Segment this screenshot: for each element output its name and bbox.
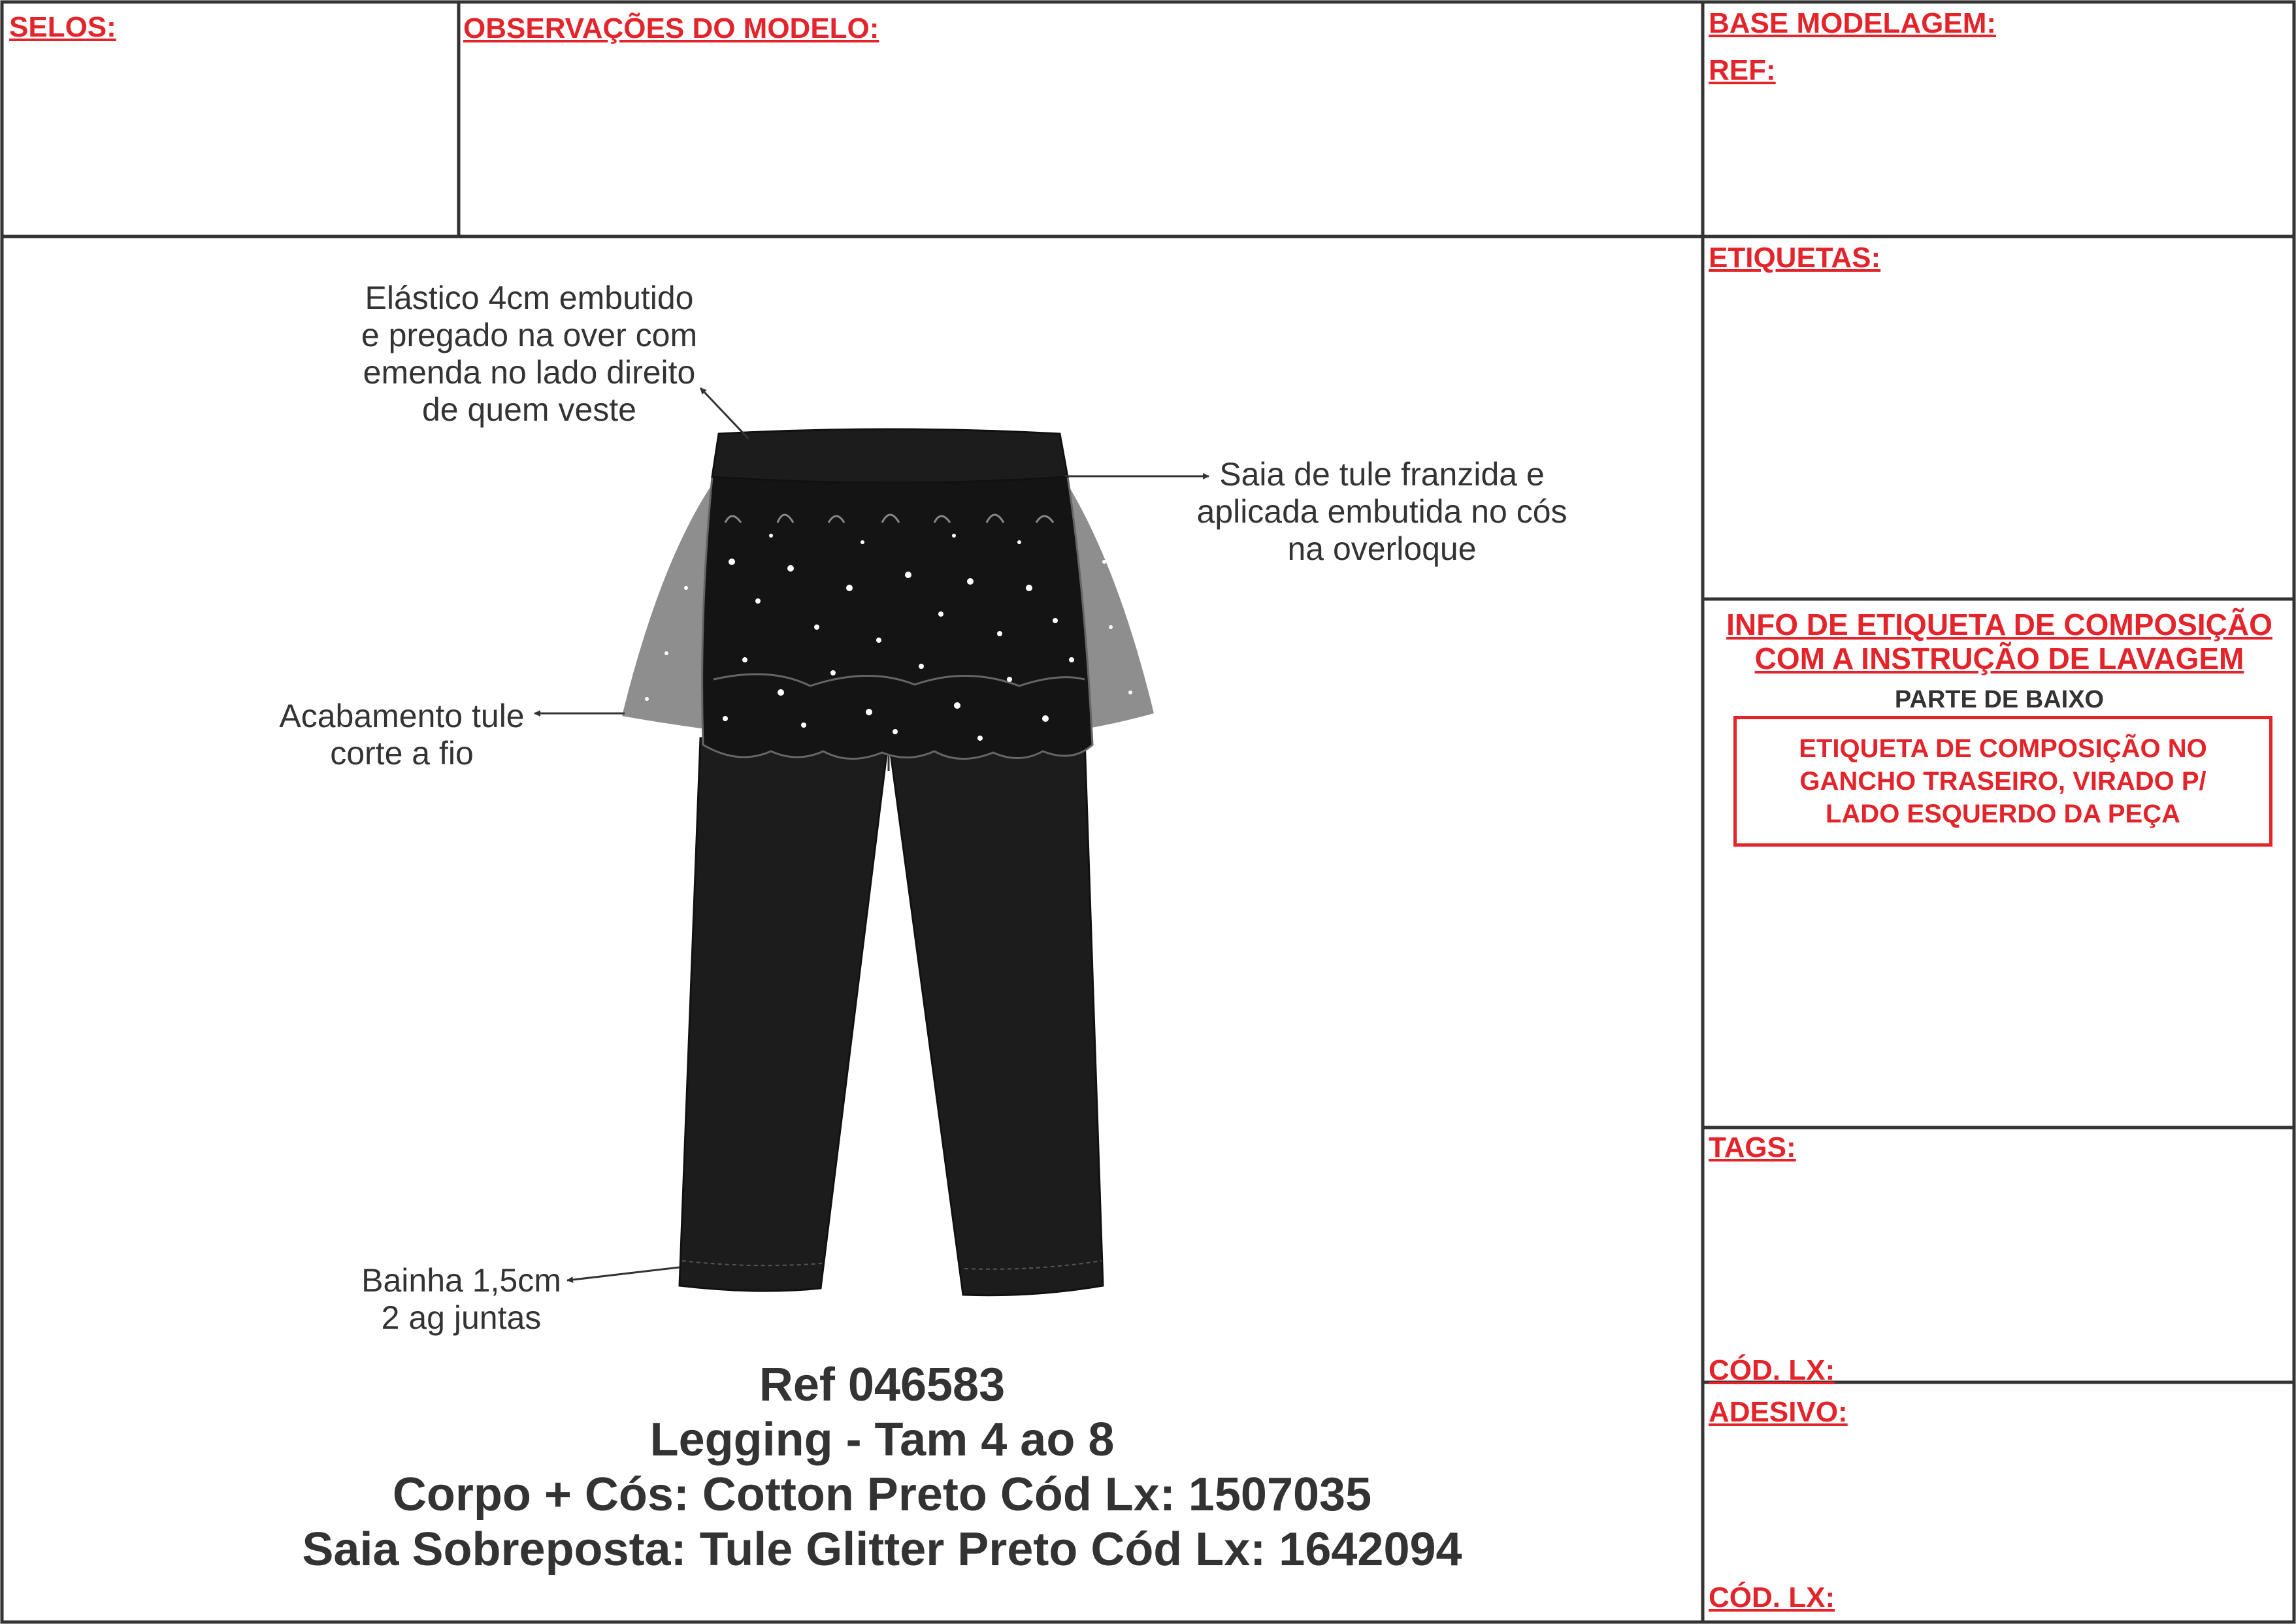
tulle-finish-note-line: Acabamento tule	[279, 698, 525, 734]
hem-note	[350, 1262, 572, 1337]
ref-label: REF:	[1709, 54, 1776, 86]
product-skirt-material: Saia Sobreposta: Tule Glitter Preto Cód Lx: 1642094	[302, 1523, 1462, 1576]
tags-cod-lx-label: CÓD. LX:	[1709, 1354, 1835, 1386]
tags-label: TAGS:	[1709, 1131, 1796, 1163]
waistband	[712, 429, 1068, 483]
product-body-material: Corpo + Cós: Cotton Preto Cód Lx: 1507035	[392, 1469, 1372, 1521]
base-modelagem-label: BASE MODELAGEM:	[1709, 7, 1996, 39]
skirt-note-line: aplicada embutida no cós	[1196, 493, 1567, 530]
composition-info-title-line: INFO DE ETIQUETA DE COMPOSIÇÃO	[1726, 608, 2272, 641]
hem-note-line: Bainha 1,5cm	[361, 1262, 561, 1299]
legging-legs	[680, 738, 1103, 1295]
product-ref: Ref 046583	[759, 1359, 1006, 1411]
elastic-note-line: Elástico 4cm embutido	[365, 280, 694, 316]
composition-box-line: GANCHO TRASEIRO, VIRADO P/	[1799, 767, 2206, 796]
composition-box-line: ETIQUETA DE COMPOSIÇÃO NO	[1799, 734, 2207, 763]
composition-info-title-line: COM A INSTRUÇÃO DE LAVAGEM	[1754, 641, 2244, 675]
tulle-skirt	[645, 477, 1132, 759]
elastic-note-line: de quem veste	[422, 391, 636, 428]
elastic-note-line: emenda no lado direito	[363, 354, 696, 391]
product-name: Legging - Tam 4 ao 8	[649, 1414, 1115, 1466]
product-reference-block	[196, 1357, 1568, 1577]
skirt-note-line: Saia de tule franzida e	[1219, 456, 1545, 493]
tulle-finish-note-line: corte a fio	[330, 735, 474, 771]
hem-note-line: 2 ag juntas	[381, 1299, 542, 1336]
elastic-note-line: e pregado na over com	[361, 317, 698, 353]
adesivo-cod-lx-label: CÓD. LX:	[1709, 1582, 1835, 1614]
skirt-note-line: na overloque	[1287, 530, 1477, 567]
observacoes-label: OBSERVAÇÕES DO MODELO:	[463, 12, 879, 44]
composition-box-line: LADO ESQUERDO DA PEÇA	[1825, 800, 2180, 828]
tulle-finish-note	[261, 698, 542, 772]
parte-de-baixo-label: PARTE DE BAIXO	[1894, 686, 2105, 713]
selos-label: SELOS:	[9, 11, 116, 43]
skirt-note	[1176, 456, 1588, 568]
adesivo-label: ADESIVO:	[1709, 1396, 1848, 1428]
elastic-note	[333, 280, 725, 429]
etiquetas-label: ETIQUETAS:	[1709, 242, 1881, 274]
